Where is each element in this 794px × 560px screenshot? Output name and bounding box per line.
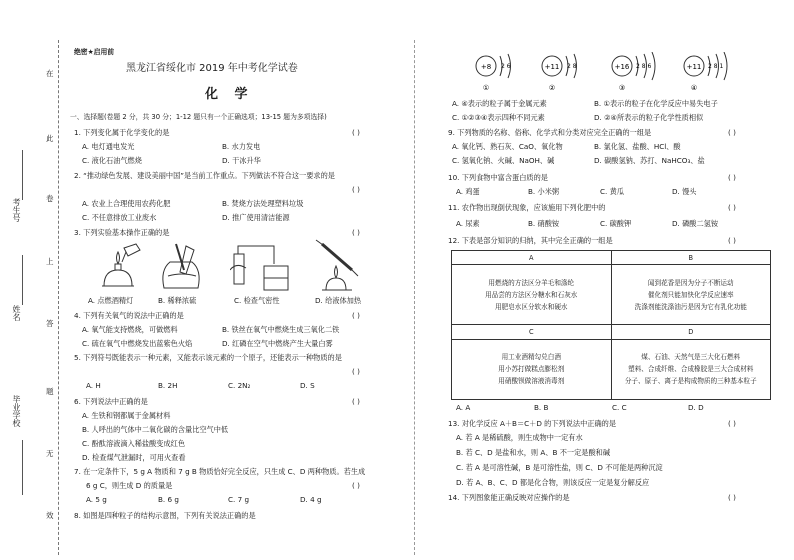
atom-diagram-2 <box>538 52 598 92</box>
field-student-id: 考生号 <box>12 198 21 222</box>
option-b: B. 2H <box>158 381 178 390</box>
option-a: A. 农业上合理使用农药化肥 <box>82 199 171 208</box>
option-d: D. 推广使用清洁能源 <box>222 213 290 222</box>
option-c: C. 黄瓜 <box>600 187 624 196</box>
option-b: B. 6 g <box>158 495 179 504</box>
option-a: A. 电灯通电发光 <box>82 142 135 151</box>
question-12-stem: 12. 下表是部分知识的归纳，其中完全正确的一组是 <box>448 236 613 245</box>
option-a: A. 点燃酒精灯 <box>88 296 134 305</box>
question-14-stem: 14. 下列图象能正确反映对应操作的是 <box>448 493 570 502</box>
option-d: D. S <box>300 381 315 390</box>
question-4-stem: 4. 下列有关氧气的说法中正确的是 <box>74 311 184 320</box>
table-header: A <box>452 251 612 265</box>
section-heading: 一、选择题(卷题 2 分，共 30 分；1-12 题只有一个正确选项；13-15 题为多项选择) <box>70 113 327 121</box>
option-d: D. 给液体加热 <box>315 296 362 305</box>
shell-electrons: 2 6 <box>501 63 511 70</box>
option-a: A. A <box>456 403 471 412</box>
field-name: 姓名 <box>12 305 21 321</box>
margin-char: 上 <box>46 257 54 266</box>
svg-text:④: ④ <box>690 84 698 92</box>
svg-text:2 8: 2 8 <box>567 63 577 70</box>
option-d: D. 4 g <box>300 495 322 504</box>
question-2-stem: 2. “推动绿色发展、建设美丽中国”是当前工作重点。下列做法不符合这一要求的是 <box>74 171 335 180</box>
option-c: C. 检查气密性 <box>234 296 280 305</box>
airtightness-check-illustration <box>230 240 294 294</box>
blank-line <box>22 150 23 200</box>
option-b: B. 稀释浓硫 <box>158 296 197 305</box>
cell-line: 闻到花香是因为分子不断运动 <box>647 278 734 287</box>
atom-index: ① <box>482 84 490 92</box>
option-d: D. 馒头 <box>672 187 697 196</box>
option-b: B. 人呼出的气体中二氧化碳的含量比空气中低 <box>82 425 229 434</box>
atom-diagram-4 <box>680 52 746 92</box>
answer-bracket: ( ) <box>352 481 360 490</box>
option-b: B. 水力发电 <box>222 142 261 151</box>
option-c: C. 氢氧化钠、火碱、NaOH、碱 <box>452 156 555 165</box>
question-11-stem: 11. 农作物出现倒伏现象，应该施用下列化肥中的 <box>448 203 606 212</box>
question-9-stem: 9. 下列物质的名称、俗称、化学式和分类对应完全正确的一组是 <box>448 128 652 137</box>
answer-bracket: ( ) <box>728 493 736 502</box>
svg-text:②: ② <box>548 84 556 92</box>
option-c: C. 硫在氧气中燃烧发出蓝紫色火焰 <box>82 339 193 348</box>
atom-diagram-1 <box>472 52 532 92</box>
dilution-illustration <box>156 240 208 292</box>
option-b: B. B <box>534 403 549 412</box>
question-7-stem-cont: 6 g C，则生成 D 的质量是 <box>86 481 173 490</box>
svg-text:2 8 6: 2 8 6 <box>636 63 652 70</box>
option-c: C. 液化石油气燃烧 <box>82 156 142 165</box>
nucleus-label: +8 <box>480 63 492 71</box>
cell-line: 用品尝的方法区分糖水和石灰水 <box>485 290 578 299</box>
option-a: A. 生铁和钢都属于金属材料 <box>82 411 171 420</box>
field-school: 毕业学校 <box>12 395 21 427</box>
option-c: C. ①②③④表示四种不同元素 <box>452 113 545 122</box>
cell-line: 塑料、合成纤维、合成橡胶是三大合成材料 <box>628 365 754 374</box>
option-b: B. 氯化氢、盐酸、HCl、酸 <box>594 142 681 151</box>
margin-char: 此 <box>46 134 54 143</box>
svg-text:+11: +11 <box>686 63 702 71</box>
table-cell <box>452 265 612 325</box>
option-d: D. 干冰升华 <box>222 156 261 165</box>
cell-line: 催化剂只能加快化学反应速率 <box>647 290 734 299</box>
option-d: D. 红磷在空气中燃烧产生大量白雾 <box>222 339 333 348</box>
option-c: C. 不任意排放工业废水 <box>82 213 157 222</box>
option-b: B. 小米粥 <box>528 187 560 196</box>
subject-title: 化 学 <box>205 87 254 102</box>
margin-char: 答 <box>46 319 54 328</box>
option-d: D. 检查煤气泄漏时，可用火查看 <box>82 453 186 462</box>
option-c: C. C <box>612 403 627 412</box>
knowledge-table <box>451 250 771 400</box>
answer-bracket: ( ) <box>728 203 736 212</box>
question-7-stem: 7. 在一定条件下，5 g A 物质和 7 g B 物质恰好完全反应，只生成 C、D 两种物质。若生成 <box>74 467 366 476</box>
option-a: A. 鸡蛋 <box>456 187 480 196</box>
option-a: A. 氧化钙、熟石灰、CaO、氧化物 <box>452 142 563 151</box>
option-b: B. ①表示的粒子在化学反应中易失电子 <box>594 99 718 108</box>
table-cell <box>452 339 612 399</box>
answer-bracket: ( ) <box>728 173 736 182</box>
svg-text:③: ③ <box>618 84 626 92</box>
answer-bracket: ( ) <box>728 128 736 137</box>
svg-text:+16: +16 <box>614 63 630 71</box>
table-header: B <box>611 251 771 265</box>
answer-bracket: ( ) <box>728 236 736 245</box>
margin-char: 题 <box>46 387 54 396</box>
option-a: A. 氧气能支持燃烧，可做燃料 <box>82 325 178 334</box>
question-3-stem: 3. 下列实验基本操作正确的是 <box>74 228 170 237</box>
question-1-stem: 1. 下列变化属于化学变化的是 <box>74 128 170 137</box>
cell-line: 用肥皂水区分软水和硬水 <box>494 302 568 311</box>
svg-text:2 8 1: 2 8 1 <box>708 63 724 70</box>
option-a: A. 若 A 是稀硫酸，则生成物中一定有水 <box>456 433 583 442</box>
margin-char: 在 <box>46 69 54 78</box>
option-a: A. ④表示的粒子属于金属元素 <box>452 99 547 108</box>
option-c: C. 碳酸钾 <box>600 219 632 228</box>
question-5-stem: 5. 下列符号既能表示一种元素，又能表示该元素的一个原子，还能表示一种物质的是 <box>74 353 342 362</box>
answer-bracket: ( ) <box>352 228 360 237</box>
answer-bracket: ( ) <box>352 367 360 376</box>
option-c: C. 若 A 是可溶性碱，B 是可溶性盐，则 C、D 不可能是两种沉淀 <box>456 463 663 472</box>
table-cell <box>611 265 771 325</box>
blank-line <box>22 255 23 305</box>
question-13-stem: 13. 对化学反应 A＋B＝C＋D 的下列说法中正确的是 <box>448 419 617 428</box>
margin-char: 效 <box>46 511 54 520</box>
answer-bracket: ( ) <box>352 185 360 194</box>
exam-title: 黑龙江省绥化市 2019 年中考化学试卷 <box>126 63 298 74</box>
option-a: A. 5 g <box>86 495 107 504</box>
blank-line <box>22 440 23 495</box>
option-a: A. H <box>86 381 101 390</box>
option-b: B. 硝酸铵 <box>528 219 560 228</box>
liquid-heating-illustration <box>312 236 366 294</box>
table-header: D <box>611 325 771 339</box>
option-c: C. 酚酞溶液滴入稀盐酸变成红色 <box>82 439 186 448</box>
answer-bracket: ( ) <box>352 311 360 320</box>
atom-diagram-3 <box>608 52 674 92</box>
question-8-stem: 8. 如图是四种粒子的结构示意图，下列有关说法正确的是 <box>74 511 256 520</box>
option-c: C. 7 g <box>228 495 250 504</box>
question-10-stem: 10. 下列食物中富含蛋白质的是 <box>448 173 548 182</box>
option-d: D. D <box>688 403 704 412</box>
option-a: A. 尿素 <box>456 219 480 228</box>
cell-line: 用工业酒精勾兑白酒 <box>501 353 561 362</box>
option-b: B. 铁丝在氧气中燃烧生成三氧化二铁 <box>222 325 340 334</box>
cell-line: 分子、原子、离子是构成物质的三种基本粒子 <box>624 377 757 386</box>
page-fold-line <box>414 40 415 555</box>
option-b: B. 焚烧方法处理塑料垃圾 <box>222 199 304 208</box>
binding-line <box>58 40 59 555</box>
option-c: C. 2N₂ <box>228 381 251 390</box>
option-d: D. ②④所表示的粒子化学性质相似 <box>594 113 704 122</box>
cell-line: 用燃烧的方法区分羊毛和涤纶 <box>488 278 575 287</box>
option-d: D. 碳酸氢钠、苏打、NaHCO₃、盐 <box>594 156 705 165</box>
alcohol-lamp-lighting-illustration <box>94 240 142 292</box>
cell-line: 洗涤剂能洗涤油污是因为它有乳化功能 <box>634 302 747 311</box>
question-6-stem: 6. 下列说法中正确的是 <box>74 397 148 406</box>
svg-text:+11: +11 <box>544 63 560 71</box>
cell-line: 用小苏打做糕点膨松剂 <box>498 365 565 374</box>
answer-bracket: ( ) <box>352 397 360 406</box>
option-d: D. 磷酸二氢铵 <box>672 219 719 228</box>
answer-bracket: ( ) <box>728 419 736 428</box>
option-b: B. 若 C、D 是盐和水，则 A、B 不一定是酸和碱 <box>456 448 611 457</box>
table-cell <box>611 339 771 399</box>
secret-label: 绝密★启用前 <box>74 48 115 56</box>
table-header: C <box>452 325 612 339</box>
cell-line: 用硝酸钡做溶液消毒剂 <box>498 377 565 386</box>
margin-char: 卷 <box>46 194 54 203</box>
cell-line: 煤、石油、天然气是三大化石燃料 <box>641 353 741 362</box>
option-d: D. 若 A、B、C、D 都是化合物，则该反应一定是复分解反应 <box>456 478 650 487</box>
answer-bracket: ( ) <box>352 128 360 137</box>
margin-char: 无 <box>46 449 54 458</box>
